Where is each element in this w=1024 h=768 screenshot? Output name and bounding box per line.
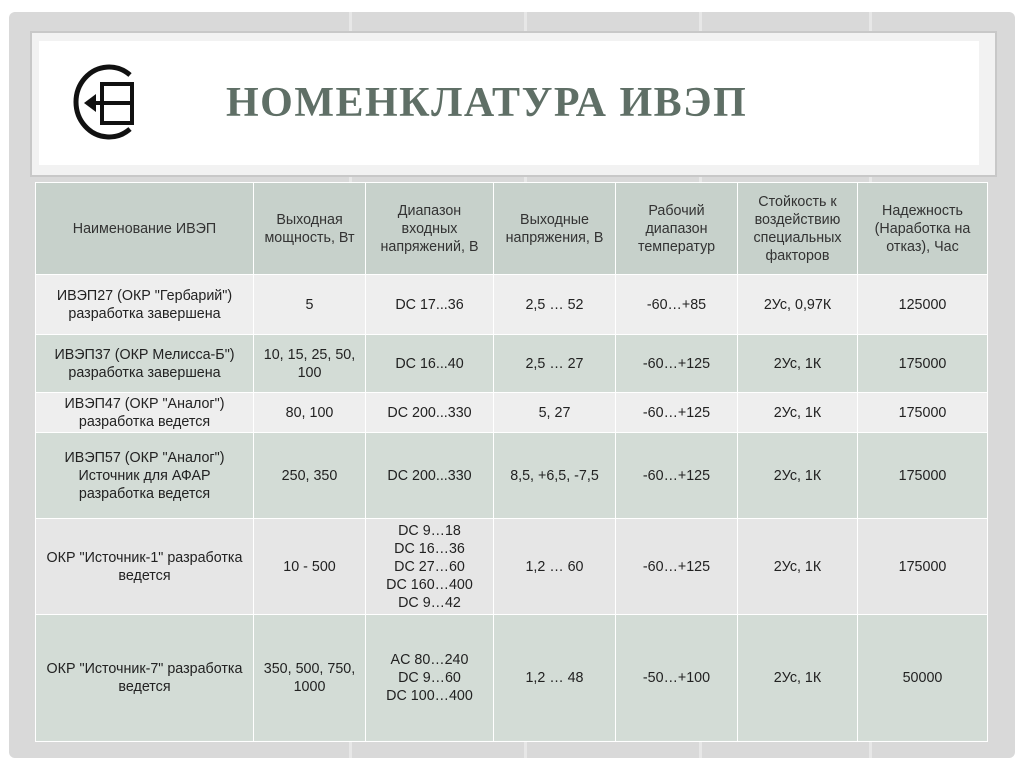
cell-mtbf: 175000 [858, 335, 988, 393]
cell-resist: 2Ус, 1К [738, 615, 858, 742]
cell-mtbf: 175000 [858, 393, 988, 433]
cell-mtbf: 175000 [858, 519, 988, 615]
cell-temp: -60…+125 [616, 335, 738, 393]
cell-temp: -60…+125 [616, 519, 738, 615]
cell-output: 8,5, +6,5, -7,5 [494, 433, 616, 519]
input-range: DC 100…400 [386, 688, 473, 704]
cell-input: DC 200...330 [366, 393, 494, 433]
input-range: DC 27…60 [394, 558, 465, 575]
column-header: Диапазон входных напряжений, В [366, 183, 494, 275]
column-header: Стойкость к воздействию специальных факторов [738, 183, 858, 275]
column-header: Рабочий диапазон температур [616, 183, 738, 275]
cell-mtbf: 50000 [858, 615, 988, 742]
cell-power: 350, 500, 750, 1000 [254, 615, 366, 742]
cell-temp: -60…+125 [616, 393, 738, 433]
input-range: DC 9…42 [398, 594, 461, 611]
cell-resist: 2Ус, 1К [738, 433, 858, 519]
column-header: Надежность (Наработка на отказ), Час [858, 183, 988, 275]
company-logo-icon [64, 63, 136, 141]
cell-temp: -60…+125 [616, 433, 738, 519]
cell-resist: 2Ус, 0,97К [738, 275, 858, 335]
table-row [36, 615, 988, 742]
cell-name: ИВЭП27 (ОКР "Гербарий") разработка завершена [36, 275, 254, 335]
table-header-row [36, 183, 988, 275]
cell-name: ИВЭП57 (ОКР "Аналог") Источник для АФАР разработка ведется [36, 433, 254, 519]
cell-power: 250, 350 [254, 433, 366, 519]
cell-name: ОКР "Источник-1" разработка ведется [36, 519, 254, 615]
table-row [36, 393, 988, 433]
cell-input: DC 16...40 [366, 335, 494, 393]
input-range: AC 80…240 [390, 652, 469, 668]
cell-resist: 2Ус, 1К [738, 519, 858, 615]
page-title: НОМЕНКЛАТУРА ИВЭП [226, 80, 748, 126]
table-row [36, 335, 988, 393]
cell-power: 5 [254, 275, 366, 335]
cell-name: ИВЭП37 (ОКР Мелисса-Б") разработка завершена [36, 335, 254, 393]
cell-input [366, 615, 494, 742]
cell-output: 1,2 … 48 [494, 615, 616, 742]
cell-output: 2,5 … 27 [494, 335, 616, 393]
cell-power: 10 - 500 [254, 519, 366, 615]
cell-power: 80, 100 [254, 393, 366, 433]
input-range: DC 9…18 [398, 522, 461, 539]
table-row [36, 275, 988, 335]
input-range: DC 9…60 [398, 670, 461, 686]
table-row [36, 433, 988, 519]
cell-input [366, 519, 494, 615]
column-header: Выходные напряжения, В [494, 183, 616, 275]
cell-mtbf: 125000 [858, 275, 988, 335]
cell-temp: -60…+85 [616, 275, 738, 335]
column-header: Выходная мощность, Вт [254, 183, 366, 275]
cell-resist: 2Ус, 1К [738, 335, 858, 393]
cell-input: DC 200...330 [366, 433, 494, 519]
cell-input: DC 17...36 [366, 275, 494, 335]
cell-resist: 2Ус, 1К [738, 393, 858, 433]
cell-power: 10, 15, 25, 50, 100 [254, 335, 366, 393]
cell-output: 5, 27 [494, 393, 616, 433]
cell-name: ОКР "Источник-7" разработка ведется [36, 615, 254, 742]
column-header: Наименование ИВЭП [36, 183, 254, 275]
input-range: DC 160…400 [386, 576, 473, 593]
cell-temp: -50…+100 [616, 615, 738, 742]
cell-output: 1,2 … 60 [494, 519, 616, 615]
nomenclature-table [35, 182, 988, 742]
cell-mtbf: 175000 [858, 433, 988, 519]
input-range: DC 16…36 [394, 540, 465, 557]
cell-output: 2,5 … 52 [494, 275, 616, 335]
cell-name: ИВЭП47 (ОКР "Аналог") разработка ведется [36, 393, 254, 433]
table-row [36, 519, 988, 615]
